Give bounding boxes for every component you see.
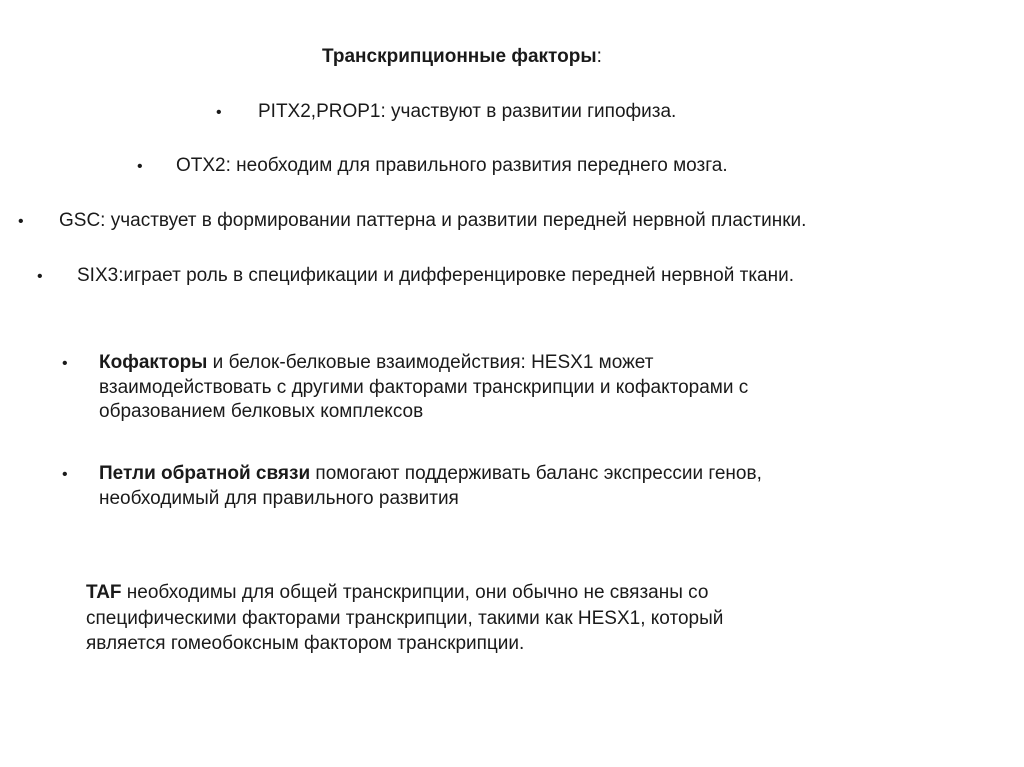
feedback-line-1: помогают поддерживать баланс экспрессии генов, xyxy=(310,463,762,484)
cofactors-line-2: взаимодействовать с другими факторами транскрипции и кофакторами с xyxy=(99,376,749,398)
factor-3-text: GSC: участвует в формировании паттерна и развитии передней нервной пластинки. xyxy=(59,210,807,231)
slide-title-suffix: : xyxy=(596,46,602,67)
taf-paragraph xyxy=(86,580,906,657)
cofactors-paragraph xyxy=(99,351,748,425)
cofactors-bullet: • xyxy=(62,355,68,372)
feedback-bullet: • xyxy=(62,466,68,483)
cofactors-line-1: и белок-белковые взаимодействия: HESX1 может xyxy=(207,352,654,373)
factor-3-bullet: • xyxy=(18,213,24,230)
feedback-paragraph xyxy=(99,462,762,511)
taf-line-3: является гомеобоксным фактором транскрипции. xyxy=(86,633,525,654)
taf-line-1: необходимы для общей транскрипции, они обычно не связаны со xyxy=(121,582,709,603)
taf-bold: TAF xyxy=(86,582,122,603)
factor-1-bullet: • xyxy=(216,104,222,121)
cofactors-bold: Кофакторы xyxy=(99,352,208,373)
slide-title xyxy=(322,45,602,69)
factor-2-text: OTX2: необходим для правильного развития переднего мозга. xyxy=(176,155,728,176)
feedback-line-2: необходимый для правильного развития xyxy=(99,487,459,509)
factor-1-text: PITX2,PROP1: участвуют в развитии гипофиза. xyxy=(258,101,677,122)
factor-2-bullet: • xyxy=(137,158,143,175)
taf-line-2: специфическими факторами транскрипции, такими как HESX1, который xyxy=(86,607,724,629)
factor-4-text: SIX3:играет роль в спецификации и дифференцировке передней нервной ткани. xyxy=(77,265,795,286)
factor-4-bullet: • xyxy=(37,268,43,285)
slide-title-bold: Транскрипционные факторы xyxy=(322,46,597,67)
cofactors-line-3: образованием белковых комплексов xyxy=(99,401,424,422)
feedback-bold: Петли обратной связи xyxy=(99,463,311,484)
